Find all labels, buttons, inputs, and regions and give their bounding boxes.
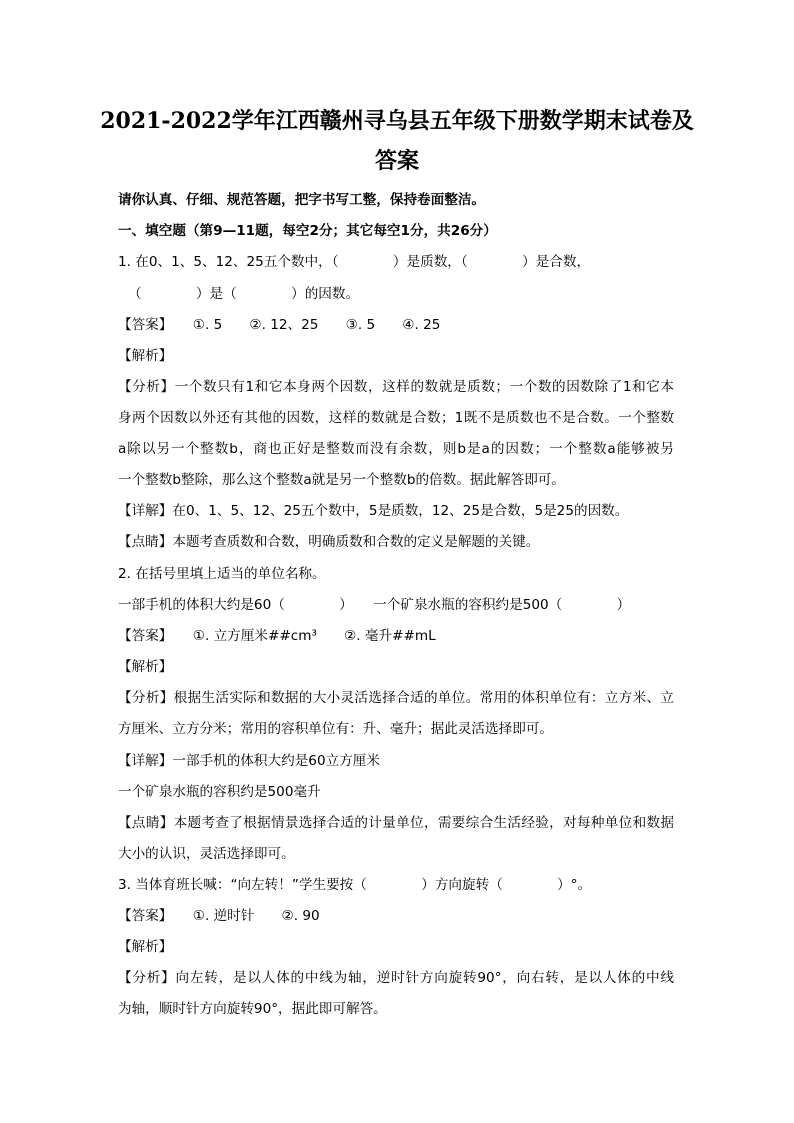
document-title-line2: 答案	[374, 148, 419, 174]
question-1-analysis-line2: 身两个因数以外还有其他的因数，这样的数就是合数；1既不是质数也不是合数。一个整数	[118, 410, 674, 426]
question-3-analysis-line1: 【分析】向左转，是以人体的中线为轴，逆时针方向旋转90°，向右转，是以人体的中线	[118, 970, 674, 986]
question-1-analysis-line3: a除以另一个整数b，商也正好是整数而没有余数，则b是a的因数；一个整数a能够被另	[118, 441, 674, 457]
question-1-analysis-line4: 一个整数b整除，那么这个整数a就是另一个整数b的倍数。据此解答即可。	[118, 472, 565, 488]
question-1-detail: 【详解】在0、1、5、12、25五个数中，5是质数，12、25是合数，5是25的因数。	[118, 503, 629, 519]
question-1-analysis-line1: 【分析】一个数只有1和它本身两个因数，这样的数就是质数；一个数的因数除了1和它本	[118, 379, 674, 395]
question-2-detail-line2: 一个矿泉水瓶的容积约是500毫升	[118, 784, 321, 800]
question-2-line1: 2. 在括号里填上适当的单位名称。	[118, 566, 326, 582]
question-2-comment-line1: 【点睛】本题考查了根据情景选择合适的计量单位，需要综合生活经验，对每种单位和数据	[118, 815, 674, 831]
question-1-answer: 【答案】 ①. 5 ②. 12、25 ③. 5 ④. 25	[118, 317, 441, 333]
question-2-analysis-line1: 【分析】根据生活实际和数据的大小灵活选择合适的单位。常用的体积单位有：立方米、立	[118, 690, 674, 706]
question-3-analysis-label: 【解析】	[118, 939, 173, 955]
question-2-comment-line2: 大小的认识，灵活选择即可。	[118, 846, 295, 862]
question-2-detail-line1: 【详解】一部手机的体积大约是60立方厘米	[118, 753, 380, 769]
question-2-line2: 一部手机的体积大约是60（ ） 一个矿泉水瓶的容积约是500（ ）	[118, 597, 631, 613]
question-3-answer: 【答案】 ①. 逆时针 ②. 90	[118, 908, 320, 924]
question-3-analysis-line2: 为轴，顺时针方向旋转90°，据此即可解答。	[118, 1001, 387, 1017]
question-1-analysis-label: 【解析】	[118, 348, 173, 364]
document-title-line1: 2021-2022学年江西赣州寻乌县五年级下册数学期末试卷及	[100, 108, 694, 134]
question-3-line1: 3. 当体育班长喊：“向左转！”学生要按（ ）方向旋转（ ）°。	[118, 877, 592, 893]
question-1-comment: 【点睛】本题考查质数和合数，明确质数和合数的定义是解题的关键。	[118, 534, 540, 550]
section-heading-fill-blank: 一、填空题（第9—11题，每空2分；其它每空1分，共26分）	[118, 223, 497, 239]
question-2-analysis-label: 【解析】	[118, 659, 173, 675]
instructions: 请你认真、仔细、规范答题，把字书写工整，保持卷面整洁。	[118, 192, 486, 208]
question-1-line2: （ ）是（ ）的因数。	[128, 286, 360, 302]
question-1-line1: 1. 在0、1、5、12、25五个数中，（ ）是质数，（ ）是合数，	[118, 254, 591, 270]
question-2-answer: 【答案】 ①. 立方厘米##cm³ ②. 毫升##mL	[118, 628, 436, 644]
question-2-analysis-line2: 方厘米、立方分米；常用的容积单位有：升、毫升；据此灵活选择即可。	[118, 721, 553, 737]
